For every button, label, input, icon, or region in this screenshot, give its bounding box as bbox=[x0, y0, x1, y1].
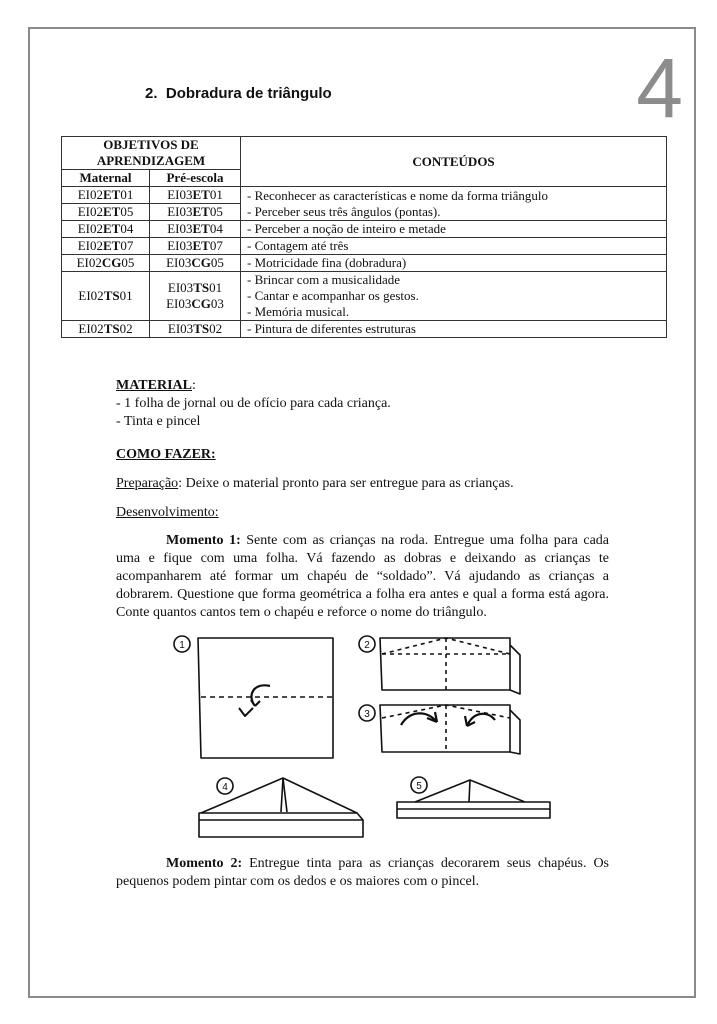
momento-2-paragraph: Momento 2: Entregue tinta para as crianças decorarem seus chapéus. Os pequenos podem pintar com os dedos e os maiores com o pincel. bbox=[116, 856, 609, 889]
table-row bbox=[62, 187, 667, 204]
material-item: - 1 folha de jornal ou de ofício para cada criança. bbox=[116, 396, 391, 411]
table-row bbox=[62, 321, 667, 338]
section-title bbox=[145, 85, 332, 102]
material-section: MATERIAL: - 1 folha de jornal ou de ofício para cada criança. - Tinta e pincel bbox=[116, 377, 609, 431]
material-item: - Tinta e pincel bbox=[116, 414, 201, 429]
preescola-code: EI03ET07 bbox=[150, 238, 241, 255]
preescola-code: EI03TS02 bbox=[150, 321, 241, 338]
step-4-label: 4 bbox=[222, 782, 228, 793]
desenvolvimento-label: Desenvolvimento: bbox=[116, 505, 219, 520]
preescola-code: EI03ET05 bbox=[150, 204, 241, 221]
momento-2-label: Momento 2: bbox=[166, 856, 243, 871]
momento-1-label: Momento 1: bbox=[166, 533, 241, 548]
content-cell: - Brincar com a musicalidade - Cantar e acompanhar os gestos. - Memória musical. bbox=[241, 272, 667, 321]
header-contents: CONTEÚDOS bbox=[241, 137, 667, 187]
maternal-code: EI02CG05 bbox=[62, 255, 150, 272]
preescola-code: EI03ET01 bbox=[150, 187, 241, 204]
momento-1-paragraph: Momento 1: Sente com as crianças na roda. Entregue uma folha para cada uma e fique com uma folha. Vá fazendo as dobras e deixando as crianças te acompanharem até formar um chapéu de “soldado”. Vá ajudando as crianças a dobrarem. Questione que forma geométrica a folha era antes e qual a forma está agora. Conte quantos cantos tem o chapéu e reforce o nome do triângulo. bbox=[116, 533, 609, 620]
maternal-code: EI02ET05 bbox=[62, 204, 150, 221]
material-heading: MATERIAL bbox=[116, 378, 192, 393]
step-1-illustration bbox=[174, 636, 333, 758]
como-fazer-heading: COMO FAZER: bbox=[116, 447, 216, 462]
maternal-code: EI02ET04 bbox=[62, 221, 150, 238]
preescola-code: EI03TS01 EI03CG03 bbox=[150, 272, 241, 321]
curved-arrow-icon bbox=[251, 685, 270, 706]
step-2-label: 2 bbox=[364, 640, 370, 651]
maternal-code: EI02TS01 bbox=[62, 272, 150, 321]
step-5-label: 5 bbox=[416, 781, 422, 792]
preparacao-label: Preparação bbox=[116, 476, 179, 491]
fold-arrow-icon bbox=[401, 712, 437, 725]
header-objectives: OBJETIVOS DE APRENDIZAGEM bbox=[62, 137, 241, 170]
subheader-preescola: Pré-escola bbox=[150, 170, 241, 187]
page-number: 4 bbox=[636, 41, 683, 135]
preparacao-paragraph: Preparação: Deixe o material pronto para ser entregue para as crianças. bbox=[116, 476, 514, 491]
preescola-code: EI03ET04 bbox=[150, 221, 241, 238]
content-cell: - Reconhecer as características e nome da forma triângulo - Perceber seus três ângulos (pontas). bbox=[241, 187, 667, 221]
table-row bbox=[62, 238, 667, 255]
step-3-illustration bbox=[359, 705, 520, 754]
maternal-code: EI02ET01 bbox=[62, 187, 150, 204]
maternal-code: EI02ET07 bbox=[62, 238, 150, 255]
content-cell: - Perceber a noção de inteiro e metade bbox=[241, 221, 667, 238]
maternal-code: EI02TS02 bbox=[62, 321, 150, 338]
step-1-label: 1 bbox=[179, 640, 185, 651]
objectives-table bbox=[61, 136, 667, 338]
section-number: 2. bbox=[145, 85, 158, 102]
fold-arrow-icon bbox=[465, 714, 495, 726]
table-row bbox=[62, 255, 667, 272]
section-title-text: Dobradura de triângulo bbox=[165, 85, 332, 102]
content-cell: - Contagem até três bbox=[241, 238, 667, 255]
subheader-maternal: Maternal bbox=[62, 170, 150, 187]
preescola-code: EI03CG05 bbox=[150, 255, 241, 272]
table-row bbox=[62, 272, 667, 321]
origami-steps-figure bbox=[165, 630, 565, 842]
table-row bbox=[62, 221, 667, 238]
step-2-illustration bbox=[359, 636, 520, 694]
content-cell: - Pintura de diferentes estruturas bbox=[241, 321, 667, 338]
step-3-label: 3 bbox=[364, 709, 370, 720]
content-cell: - Motricidade fina (dobradura) bbox=[241, 255, 667, 272]
